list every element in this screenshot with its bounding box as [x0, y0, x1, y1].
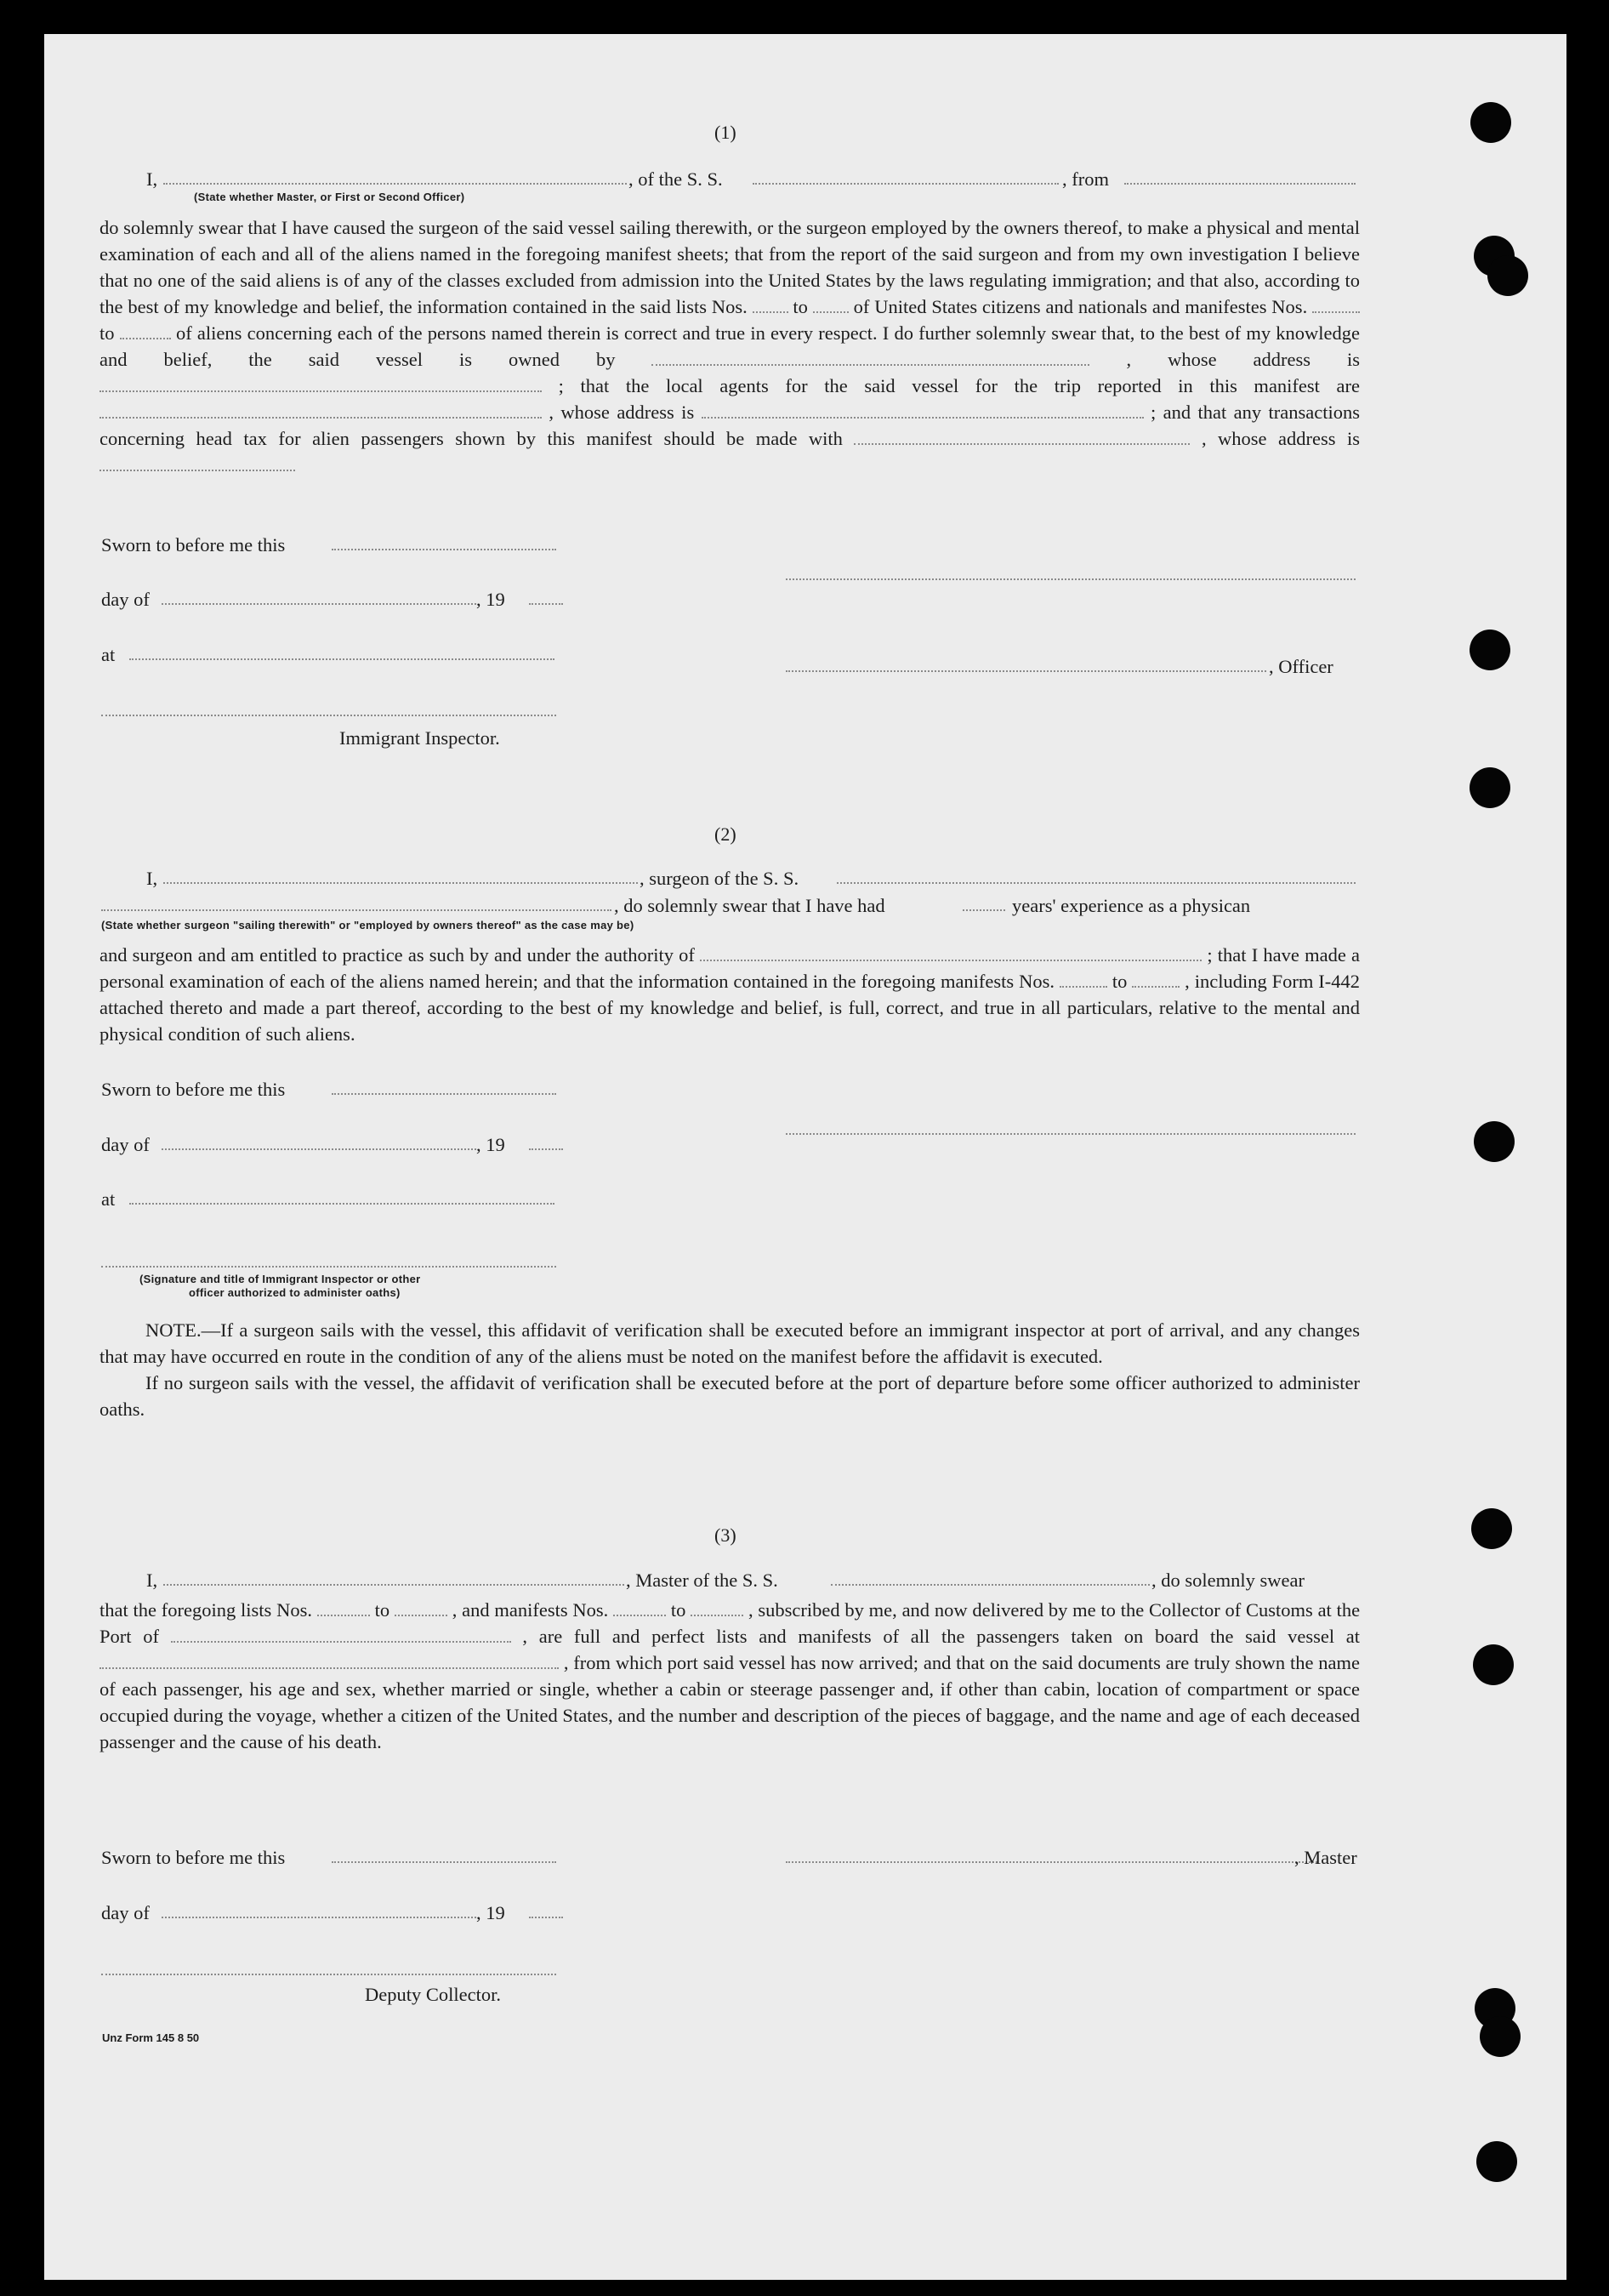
surgeon-swear-text: , do solemnly swear that I have had — [614, 895, 885, 916]
month-field-3[interactable] — [162, 1917, 476, 1918]
officer-note: (State whether Master, or First or Second Officer) — [194, 191, 465, 203]
embarkation-port-field[interactable] — [99, 1652, 559, 1669]
inspector-signature-field[interactable] — [101, 715, 556, 716]
at-label-2: at — [101, 1188, 116, 1210]
punch-hole — [1474, 1121, 1515, 1162]
section-3-number: (3) — [714, 1524, 736, 1546]
section-3-text: , are full and perfect lists and manifests of all the passengers taken on board the said vessel at — [522, 1626, 1361, 1647]
owner-address-field[interactable] — [99, 375, 542, 392]
punch-hole — [1473, 1644, 1514, 1685]
section-1-text: , whose address is — [1201, 428, 1361, 449]
section-1-text: of United States citizens and nationals and manifestes Nos. — [853, 296, 1308, 317]
form-identifier: Unz Form 145 8 50 — [102, 2031, 200, 2044]
section-1-text: , whose address is — [549, 402, 695, 423]
section-3-body — [99, 1597, 1360, 1755]
section-2-number: (2) — [714, 823, 736, 845]
at-label-1: at — [101, 644, 116, 665]
officer-title-field[interactable] — [786, 670, 1266, 672]
master-lists-from-field[interactable] — [317, 1599, 370, 1616]
note-paragraph-1: NOTE.—If a surgeon sails with the vessel, this affidavit of verification shall be executed before an immigrant inspector at port of arrival, and any changes that may have occurred en route in the condition of any of the aliens must be noted on the manifest before the affidavit is executed. — [99, 1319, 1360, 1367]
section-1-text: , whose address is — [1126, 349, 1361, 370]
officer-name-field[interactable] — [163, 183, 627, 185]
year-label-3: , 19 — [476, 1902, 505, 1923]
punch-hole — [1470, 630, 1510, 670]
section-2-body — [99, 942, 1360, 1047]
head-tax-address-field[interactable] — [99, 454, 295, 471]
section-1-text: ; that the local agents for the said vessel for the trip reported in this manifest are — [558, 375, 1360, 396]
year-label-1: , 19 — [476, 589, 505, 610]
punch-hole — [1487, 255, 1528, 296]
manifests-from-field[interactable] — [1312, 296, 1360, 313]
head-tax-party-field[interactable] — [854, 428, 1190, 445]
section-2-text: and surgeon and am entitled to practice as such by and under the authority of — [99, 944, 695, 966]
manifests-to-field[interactable] — [120, 322, 171, 339]
note-block — [99, 1317, 1360, 1422]
surgeon-manifests-to-field[interactable] — [1132, 971, 1180, 988]
year-field-1[interactable] — [529, 603, 563, 605]
section-1-text: do solemnly swear that I have caused the surgeon of the said vessel sailing therewith, or the surgeon employed by the owners thereof, to make a physical and mental examination of each and all of the aliens named in the foregoing manifest sheets; that from the report of the said surgeon and from my own investigation I believe that no one of the said aliens is of any of the classes excluded from admission into the United States by the laws regulating immigration; and that also, according to the best of my knowledge and belief, the information contained in the said lists Nos. — [99, 217, 1360, 317]
punch-hole — [1470, 102, 1511, 143]
section-3-ship-label: , Master of the S. S. — [626, 1570, 778, 1591]
surgeon-name-field[interactable] — [163, 882, 638, 884]
master-ship-field[interactable] — [831, 1584, 1150, 1586]
day-of-label-2: day of — [101, 1134, 150, 1155]
owner-field[interactable] — [651, 349, 1089, 366]
surgeon-ship-field[interactable] — [837, 882, 1356, 884]
section-1-number: (1) — [714, 122, 736, 143]
master-manifests-from-field[interactable] — [613, 1599, 666, 1616]
month-field-1[interactable] — [162, 603, 476, 605]
year-field-3[interactable] — [529, 1917, 563, 1918]
authority-field[interactable] — [700, 944, 1202, 961]
port-from-field[interactable] — [1124, 183, 1356, 185]
section-3-text: , subscribed by me, and now delivered by me to the Collector of Customs at the Port of — [99, 1599, 1361, 1647]
section-1-ship-label: , of the S. S. — [628, 168, 723, 190]
collector-signature-field[interactable] — [101, 1974, 556, 1975]
month-field-2[interactable] — [162, 1148, 476, 1150]
year-field-2[interactable] — [529, 1148, 563, 1150]
day-of-label-1: day of — [101, 589, 150, 610]
surgeon-note: (State whether surgeon "sailing therewith" or "employed by owners thereof" as the case may be) — [101, 919, 634, 932]
punch-hole — [1480, 2016, 1521, 2057]
signature-note-line-1: (Signature and title of Immigrant Inspector or other — [139, 1273, 421, 1285]
sworn-date-field-2[interactable] — [332, 1093, 556, 1095]
ship-name-field[interactable] — [753, 183, 1059, 185]
officer-label: , Officer — [1269, 656, 1333, 677]
master-label: , Master — [1294, 1847, 1357, 1868]
oath-officer-signature-field[interactable] — [101, 1266, 556, 1268]
place-field-2[interactable] — [129, 1203, 554, 1205]
sworn-label-1: Sworn to before me this — [101, 534, 286, 555]
surgeon-status-field[interactable] — [101, 909, 611, 911]
physician-text: years' experience as a physican — [1012, 895, 1251, 916]
master-name-field[interactable] — [163, 1584, 624, 1586]
section-1-line-lead: I, — [146, 168, 158, 190]
section-2-text: , including Form I-442 attached thereto and made a part thereof, according to the best of my knowledge and belief, is full, correct, and true in all particulars, relative to the mental and physical condition of such aliens. — [99, 971, 1361, 1045]
section-1-text: ; and that any transactions concerning head tax for alien passengers shown by this manifest should be made with — [99, 402, 1361, 449]
sworn-date-field-3[interactable] — [332, 1861, 556, 1863]
section-2-text: ; that I have made a personal examination of each of the aliens named herein; and that the information contained in the foregoing manifests Nos. — [99, 944, 1361, 992]
inspector-label: Immigrant Inspector. — [339, 727, 500, 749]
lists-from-field[interactable] — [753, 296, 788, 313]
section-3-text: , from which port said vessel has now arrived; and that on the said documents are truly shown the name of each passenger, his age and sex, whether married or single, whether a cabin or steerage passenger and, if other than cabin, location of compartment or space occupied during the voyage, whether a citizen of the United States, and the number and description of the pieces of baggage, and the name and age of each deceased passenger and the cause of his death. — [99, 1652, 1360, 1752]
collector-port-field[interactable] — [171, 1626, 511, 1643]
place-field-1[interactable] — [129, 658, 554, 660]
note-paragraph-2: If no surgeon sails with the vessel, the affidavit of verification shall be executed before at the port of departure before some officer authorized to administer oaths. — [99, 1372, 1360, 1420]
section-1-text: to — [793, 296, 808, 317]
form-page — [44, 34, 1566, 2280]
sworn-date-field-1[interactable] — [332, 549, 556, 550]
section-3-text: that the foregoing lists Nos. — [99, 1599, 312, 1621]
day-of-label-3: day of — [101, 1902, 150, 1923]
punch-hole — [1471, 1508, 1512, 1549]
master-manifests-to-field[interactable] — [691, 1599, 743, 1616]
surgeon-signature-field[interactable] — [786, 1133, 1356, 1135]
years-experience-field[interactable] — [963, 909, 1005, 911]
surgeon-manifests-from-field[interactable] — [1060, 971, 1107, 988]
section-1-text: to — [99, 322, 115, 344]
section-1-from-label: , from — [1062, 168, 1109, 190]
sworn-label-3: Sworn to before me this — [101, 1847, 286, 1868]
punch-hole — [1470, 767, 1510, 808]
master-signature-field[interactable] — [786, 1861, 1317, 1863]
punch-hole — [1476, 2141, 1517, 2182]
agents-address-field[interactable] — [702, 402, 1144, 419]
sworn-label-2: Sworn to before me this — [101, 1079, 286, 1100]
officer-signature-field[interactable] — [786, 578, 1356, 580]
section-2-ship-label: , surgeon of the S. S. — [640, 868, 799, 889]
signature-note-line-2: officer authorized to administer oaths) — [189, 1286, 401, 1299]
section-3-swear-text: , do solemnly swear — [1151, 1570, 1305, 1591]
section-3-line-lead: I, — [146, 1570, 158, 1591]
collector-label: Deputy Collector. — [365, 1984, 501, 2005]
section-2-text: to — [1112, 971, 1128, 992]
year-label-2: , 19 — [476, 1134, 505, 1155]
section-3-text: to — [670, 1599, 686, 1621]
section-3-text: , and manifests Nos. — [452, 1599, 609, 1621]
lists-to-field[interactable] — [813, 296, 849, 313]
section-1-body — [99, 214, 1360, 478]
local-agents-field[interactable] — [99, 402, 542, 419]
section-1-text: of aliens concerning each of the persons named therein is correct and true in every respect. I do further solemnly swear that, to the best of my knowledge and belief, the said vessel is owned by — [99, 322, 1361, 370]
section-3-text: to — [374, 1599, 390, 1621]
section-2-line-lead: I, — [146, 868, 158, 889]
master-lists-to-field[interactable] — [395, 1599, 447, 1616]
